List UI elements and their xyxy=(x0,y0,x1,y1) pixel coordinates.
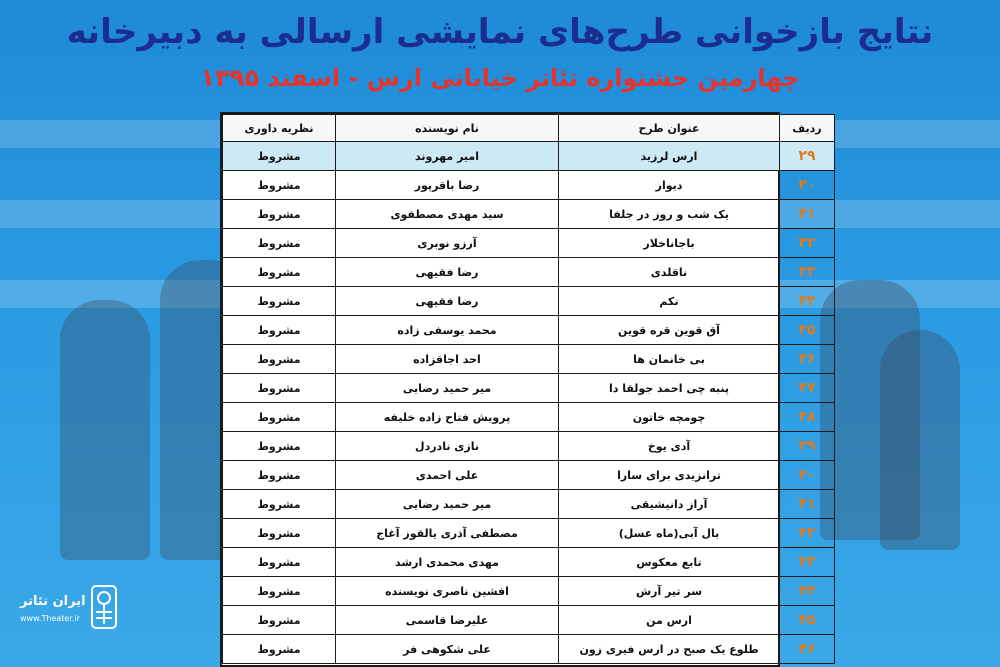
page-subtitle: چهارمین جشنواره تئاتر خیابانی ارس - اسفند ۱۳۹۵ xyxy=(200,64,800,92)
row-verdict: مشروط xyxy=(223,432,336,461)
row-author: افشین ناصری نویسنده xyxy=(336,577,559,606)
table-row xyxy=(223,606,835,635)
row-title: طلوع یک صبح در ارس فیری زون xyxy=(559,635,780,664)
row-author: آرزو نوبری xyxy=(336,229,559,258)
row-verdict: مشروط xyxy=(223,171,336,200)
row-title: ارس من xyxy=(559,606,780,635)
row-author: رضا فقیهی xyxy=(336,287,559,316)
row-title: آق قوین قره قوین xyxy=(559,316,780,345)
row-author: مصطفی آذری یالقوز آغاج xyxy=(336,519,559,548)
row-verdict: مشروط xyxy=(223,258,336,287)
silhouette xyxy=(60,300,150,560)
row-verdict: مشروط xyxy=(223,287,336,316)
table-row xyxy=(223,200,835,229)
row-verdict: مشروط xyxy=(223,490,336,519)
row-author: پرویش فتاح زاده خلیفه xyxy=(336,403,559,432)
row-title: یک شب و روز در جلفا xyxy=(559,200,780,229)
page-title: نتایج بازخوانی طرح‌های نمایشی ارسالی به دبیرخانه xyxy=(66,12,934,52)
row-title: تکم xyxy=(559,287,780,316)
table-row xyxy=(223,548,835,577)
row-title: آدی یوخ xyxy=(559,432,780,461)
row-number: ۳۷ xyxy=(780,374,835,403)
row-number: ۳۲ xyxy=(780,229,835,258)
table-row xyxy=(223,519,835,548)
row-number: ۴۰ xyxy=(780,461,835,490)
row-title: ارس لرزید xyxy=(559,142,780,171)
column-header-num: ردیف xyxy=(780,115,835,142)
row-author: علی شکوهی فر xyxy=(336,635,559,664)
row-author: نازی نادردل xyxy=(336,432,559,461)
row-title: سر تیر آرش xyxy=(559,577,780,606)
row-author: رضا باقرپور xyxy=(336,171,559,200)
row-author: سید مهدی مصطفوی xyxy=(336,200,559,229)
table-row xyxy=(223,316,835,345)
row-verdict: مشروط xyxy=(223,519,336,548)
row-verdict: مشروط xyxy=(223,635,336,664)
row-number: ۳۱ xyxy=(780,200,835,229)
row-title: بی خانمان ها xyxy=(559,345,780,374)
table-row xyxy=(223,258,835,287)
row-number: ۳۹ xyxy=(780,432,835,461)
column-header-verdict: نظریه داوری xyxy=(223,115,336,142)
row-author: رضا فقیهی xyxy=(336,258,559,287)
row-author: امیر مهروند xyxy=(336,142,559,171)
table-row xyxy=(223,461,835,490)
row-verdict: مشروط xyxy=(223,548,336,577)
row-number: ۳۵ xyxy=(780,316,835,345)
row-number: ۴۴ xyxy=(780,577,835,606)
row-verdict: مشروط xyxy=(223,229,336,258)
row-verdict: مشروط xyxy=(223,403,336,432)
row-verdict: مشروط xyxy=(223,200,336,229)
table-row xyxy=(223,142,835,171)
logo-site: www.Theater.ir xyxy=(20,614,80,623)
row-number: ۳۸ xyxy=(780,403,835,432)
table-row xyxy=(223,287,835,316)
row-author: علیرضا قاسمی xyxy=(336,606,559,635)
table-row xyxy=(223,432,835,461)
row-author: علی احمدی xyxy=(336,461,559,490)
row-verdict: مشروط xyxy=(223,374,336,403)
row-author: احد اجاقزاده xyxy=(336,345,559,374)
row-number: ۳۴ xyxy=(780,287,835,316)
row-verdict: مشروط xyxy=(223,345,336,374)
table-row xyxy=(223,374,835,403)
row-number: ۳۳ xyxy=(780,258,835,287)
row-number: ۴۲ xyxy=(780,519,835,548)
row-verdict: مشروط xyxy=(223,606,336,635)
row-number: ۴۵ xyxy=(780,606,835,635)
column-header-author: نام نویسنده xyxy=(336,115,559,142)
row-number: ۴۳ xyxy=(780,548,835,577)
table-row xyxy=(223,171,835,200)
row-number: ۴۶ xyxy=(780,635,835,664)
row-number: ۴۱ xyxy=(780,490,835,519)
row-author: محمد یوسفی زاده xyxy=(336,316,559,345)
row-title: بال آبی(ماه عسل) xyxy=(559,519,780,548)
silhouette xyxy=(880,330,960,550)
table-row xyxy=(223,229,835,258)
row-title: ناقلدی xyxy=(559,258,780,287)
table-row xyxy=(223,635,835,664)
row-author: میر حمید رضایی xyxy=(336,374,559,403)
row-author: میر حمید رضایی xyxy=(336,490,559,519)
row-number: ۳۶ xyxy=(780,345,835,374)
row-title: ترانزیدی برای سارا xyxy=(559,461,780,490)
row-title: آراز دانیشیقی xyxy=(559,490,780,519)
table-header-row xyxy=(223,115,835,142)
row-verdict: مشروط xyxy=(223,577,336,606)
column-header-title: عنوان طرح xyxy=(559,115,780,142)
table-row xyxy=(223,403,835,432)
row-number: ۳۰ xyxy=(780,171,835,200)
row-title: چومچه خاتون xyxy=(559,403,780,432)
row-title: باجاناخلار xyxy=(559,229,780,258)
row-title: دیوار xyxy=(559,171,780,200)
row-author: مهدی محمدی ارشد xyxy=(336,548,559,577)
row-title: تابع معکوس xyxy=(559,548,780,577)
row-number: ۲۹ xyxy=(780,142,835,171)
row-verdict: مشروط xyxy=(223,316,336,345)
row-verdict: مشروط xyxy=(223,461,336,490)
row-title: پنبه چی احمد جولقا دا xyxy=(559,374,780,403)
logo-name: ایران تئاتر xyxy=(20,594,86,609)
table-row xyxy=(223,345,835,374)
table-row xyxy=(223,577,835,606)
theater-logo-icon xyxy=(88,584,120,630)
results-table xyxy=(220,112,822,667)
row-verdict: مشروط xyxy=(223,142,336,171)
table-row xyxy=(223,490,835,519)
